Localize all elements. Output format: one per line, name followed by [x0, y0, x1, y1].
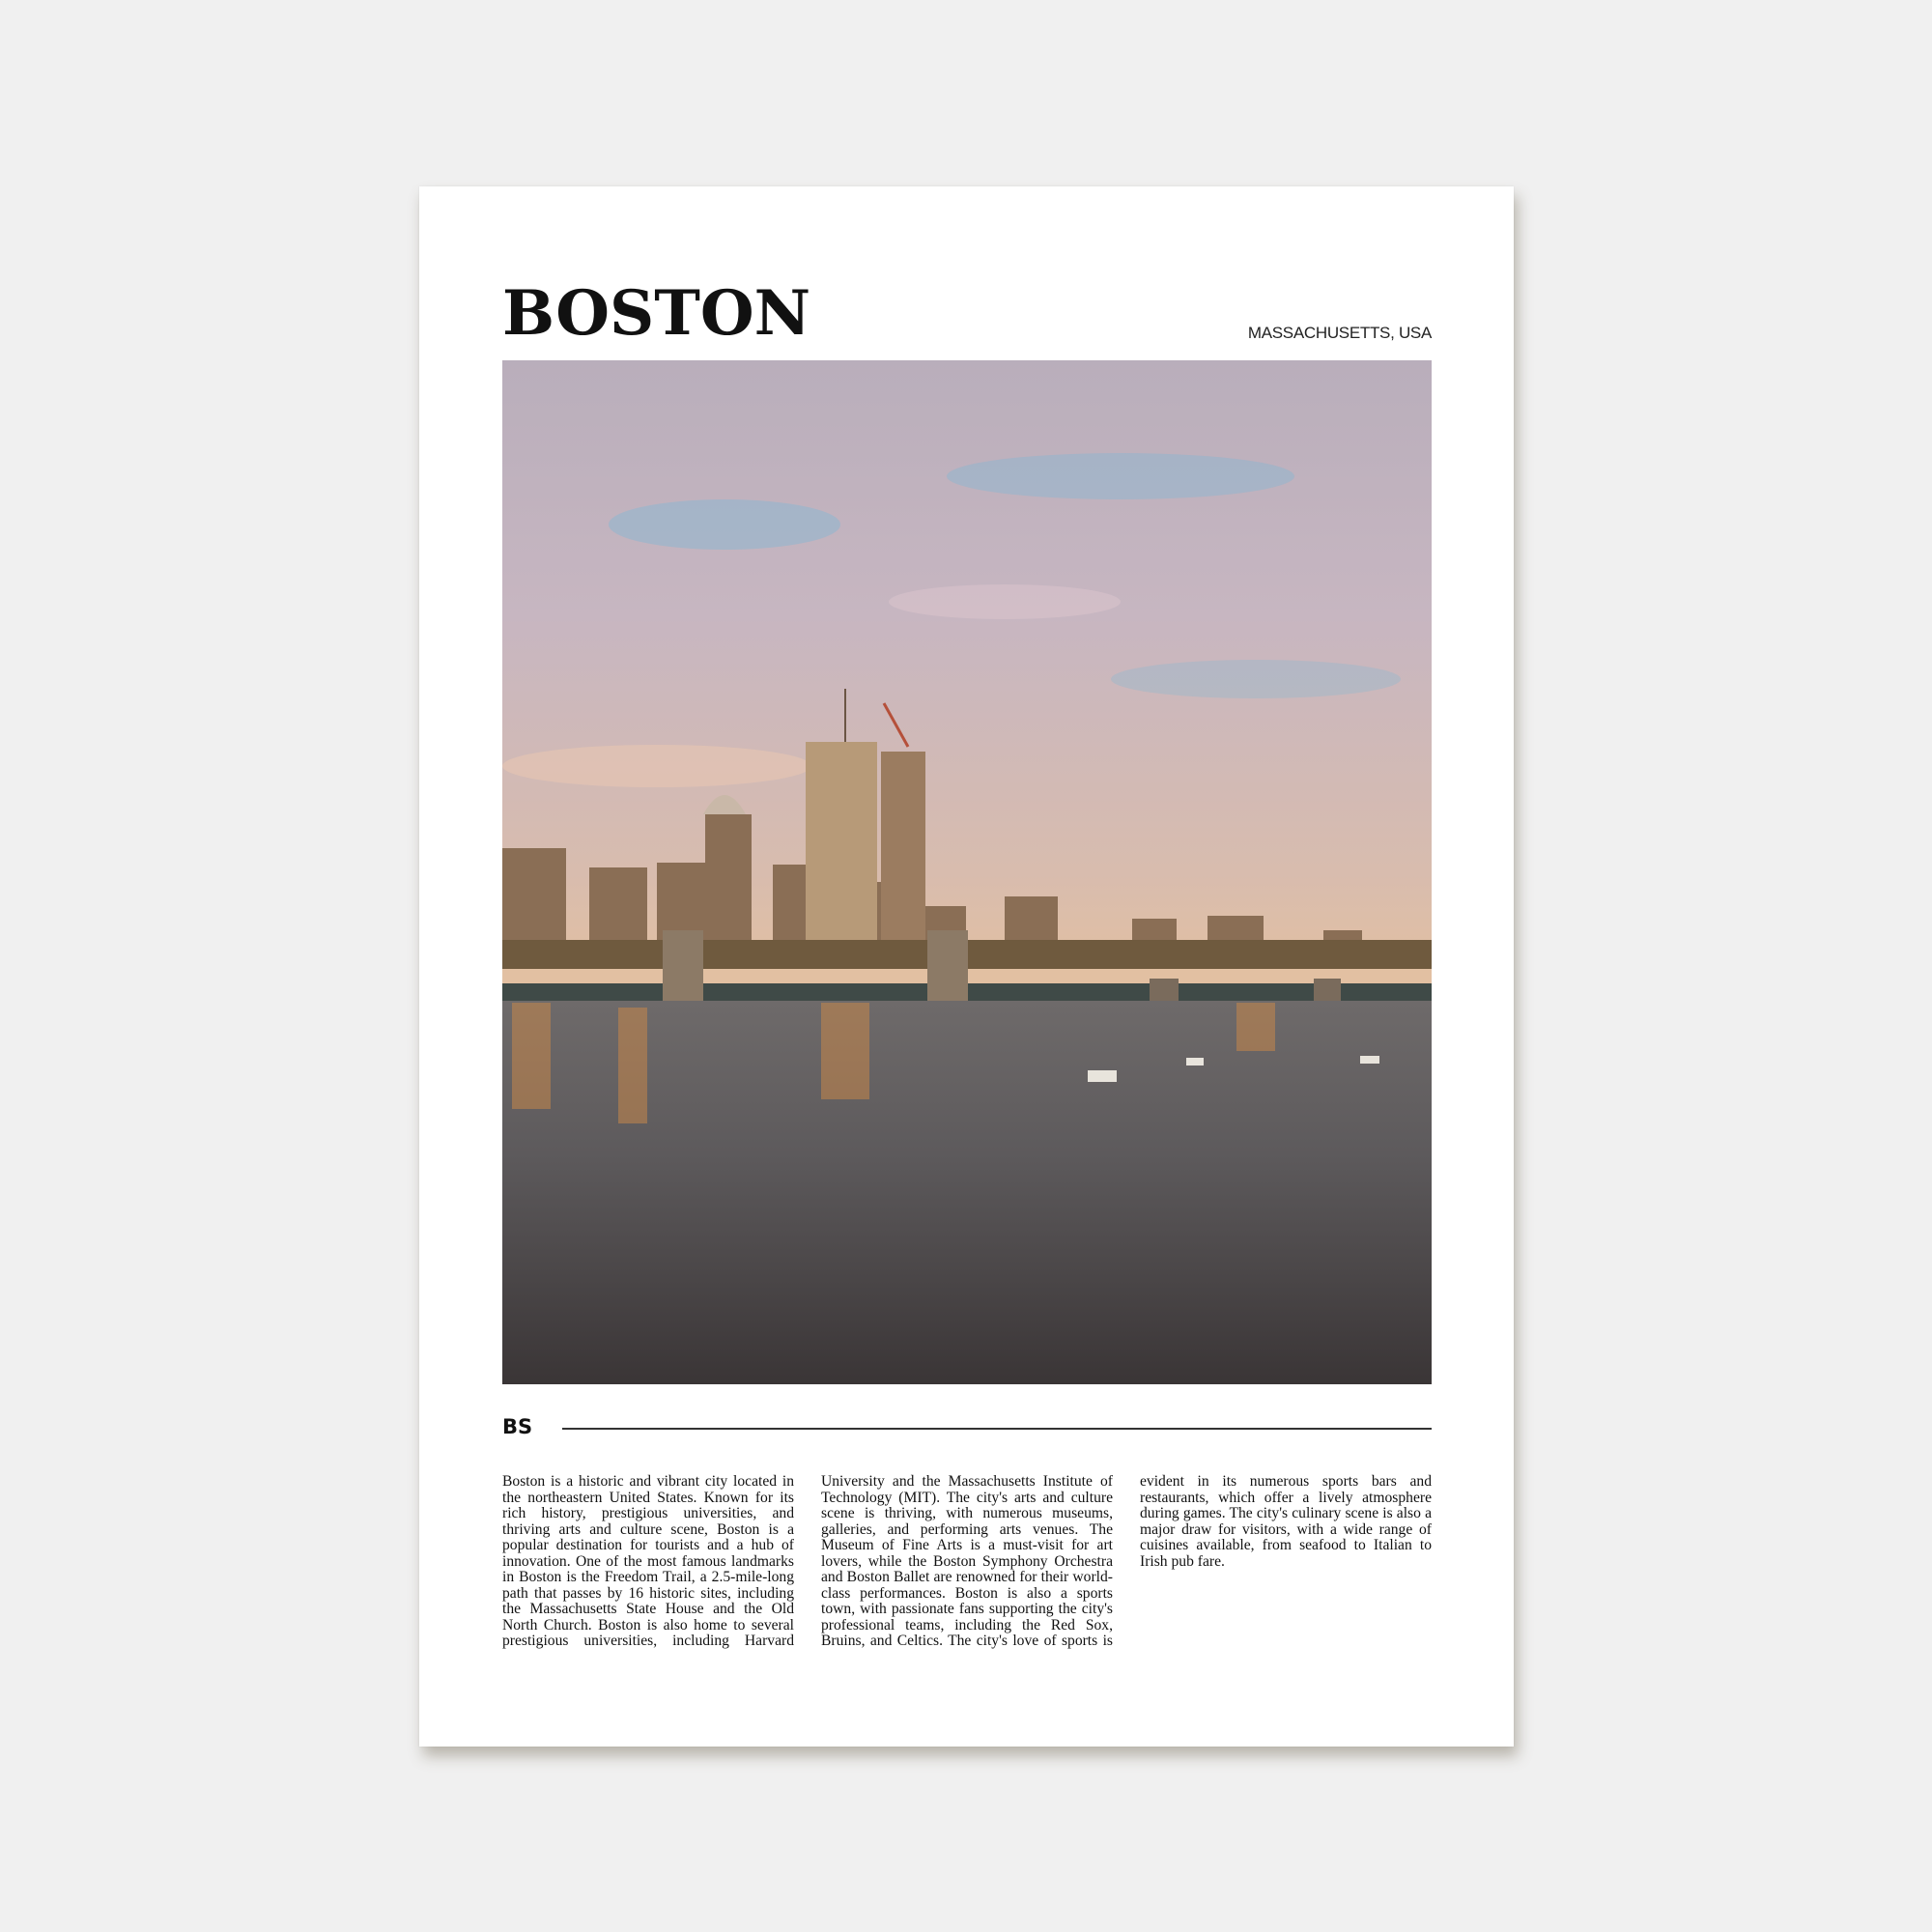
description-text: Boston is a historic and vibrant city located in the northeastern United States. Known for its rich history, prestigious universities, and thriving arts and culture scene, Boston is a popular destination for tourists and a hub of innovation. One of the most famous landmarks in Boston is the Freedom Trail, a 2.5-mile-long path that passes by 16 historic sites, including the Massachusetts State House and the Old North Church. Boston is also home to several prestigious universities, including Harvard University and the Massachusetts Institute of Technology (MIT). The city's arts and culture scene is thriving, with numerous museums, galleries, and performing arts venues. The Museum of Fine Arts is a must-visit for art lovers, while the Boston Symphony Orchestra and Boston Ballet are renowned for their world-class performances. Boston is also a sports town, with passionate fans supporting the city's professional teams, including the Red Sox, Bruins, and Celtics. The city's love of sports is evident in its numerous sports bars and restaurants, which offer a lively atmosphere during games. The city's culinary scene is also a major draw for visitors, with a wide range of cuisines available, from seafood to Italian to Irish pub fare. [502, 1473, 1432, 1649]
city-skyline-photo [502, 360, 1432, 1384]
divider-line [562, 1428, 1432, 1430]
city-code: BS [502, 1415, 533, 1438]
poster [419, 186, 1514, 1747]
poster-subtitle: MASSACHUSETTS, USA [1247, 324, 1432, 342]
poster-title: BOSTON [502, 277, 811, 350]
